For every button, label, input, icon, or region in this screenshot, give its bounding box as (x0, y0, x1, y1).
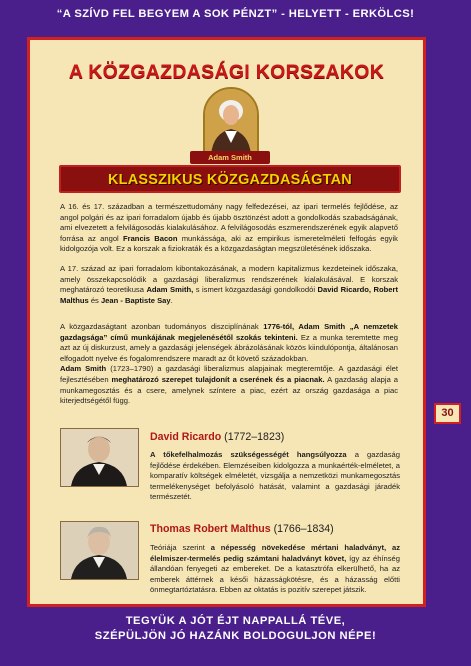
malthus-bio: Teóriája szerint a népesség növekedése mértani haladványt, az élelmiszer-termelés pedig számtani haladványt követ, így az éhínség állandóan fenyegeti az embereket. De a katasztrófa elkerülhető, ha az emberek áttérnek a késői házasságkötésre, és a házasság előtti önmegtartóztatásra. Ebben az oktatás is pozitív szerepet játszik. (150, 543, 401, 595)
paragraph-renaissance: A 16. és 17. században a természettudomány nagy felfedezései, az ipari termelés fejlődése, az angol polgári és az ipari forradalom újabb és újabb ösztönzést adott a gondolkodás szabadságának, ami elvezetett a felvilágosodás kialakulásához. A felvilágosodás eszmerendszerének egyik alapvető forrása az angol Francis Bacon munkássága, aki az empirikus ismeretelméleti felfogás egyik kidolgozója volt. Ez a korszak a fiziokraták és a közgazdaságtan megszületésének időszaka. (60, 202, 398, 254)
bottom-slogan-line-1: TEGYÜK A JÓT ÉJT NAPPALLÁ TÉVE, (125, 615, 346, 627)
david-ricardo-portrait (60, 428, 139, 487)
paragraph-smith: A közgazdaságtant azonban tudományos diszciplínának 1776-tól, Adam Smith „A nemzetek gazdagsága” című munkájának megjelenésétől szokás tekinteni. Ez a munka teremtette meg azt az új diskurzust, amely a gazdasági jelenségek ábrázolásának közös kiindulópontja, általánosan elfogadott nyelve és fogalomrendszere maradt az őt követő századokban. Adam Smith (1723–1790) a gazdasági liberalizmus alapjainak megteremtője. A gazdasági élet fejlesztésében meghatározó szerepet tulajdonít a cserének és a piacnak. A gazdaság alapja a munkamegosztás és a csere, amelynek színtere a piac, ezért az ország gazdasága a piac kiterjedtségétől függ. (60, 322, 398, 406)
paragraph-industrial: A 17. század az ipari forradalom kibontakozásának, a modern kapitalizmus kezdeteinek időszaka, amely összekapcsolódik a gazdasági liberalizmus rendszerének kialakulásával. E korszak meghatározó teoretikusa Adam Smith, s ismert közgazdasági gondolkodói David Ricardo, Robert Malthus és Jean - Baptiste Say. (60, 264, 398, 305)
bottom-slogan (0, 614, 471, 644)
thomas-malthus-portrait (60, 521, 139, 580)
section-title-bar (59, 165, 401, 193)
malthus-name-line: Thomas Robert Malthus (1766–1834) (150, 523, 334, 535)
page-frame (27, 37, 426, 607)
portrait-caption: Adam Smith (190, 151, 270, 164)
ricardo-name-line: David Ricardo (1772–1823) (150, 431, 285, 443)
page-title: A KÖZGAZDASÁGI KORSZAKOK (68, 61, 385, 83)
top-slogan: “A SZÍVD FEL BEGYEM A SOK PÉNZT” - HELYETT - ERKÖLCS! (56, 8, 415, 20)
page-number: 30 (434, 403, 461, 424)
ricardo-bio: A tőkefelhalmozás szükségességét hangsúlyozza a gazdaság fejlődése érdekében. Elemzéseiben kidolgozza a munkaérték-elméletet, a komparatív költségek elméletét, vizsgálja a nemzetközi munkamegosztás termelékenységet befolyásoló hatását, valamint a gazdasági járadék természetét. (150, 450, 400, 502)
bottom-slogan-line-2: SZÉPÜLJÖN JÓ HAZÁNK BOLDOGULJON NÉPE! (94, 630, 377, 642)
adam-smith-portrait (203, 87, 259, 157)
section-title: KLASSZIKUS KÖZGAZDASÁGTAN (108, 172, 352, 188)
